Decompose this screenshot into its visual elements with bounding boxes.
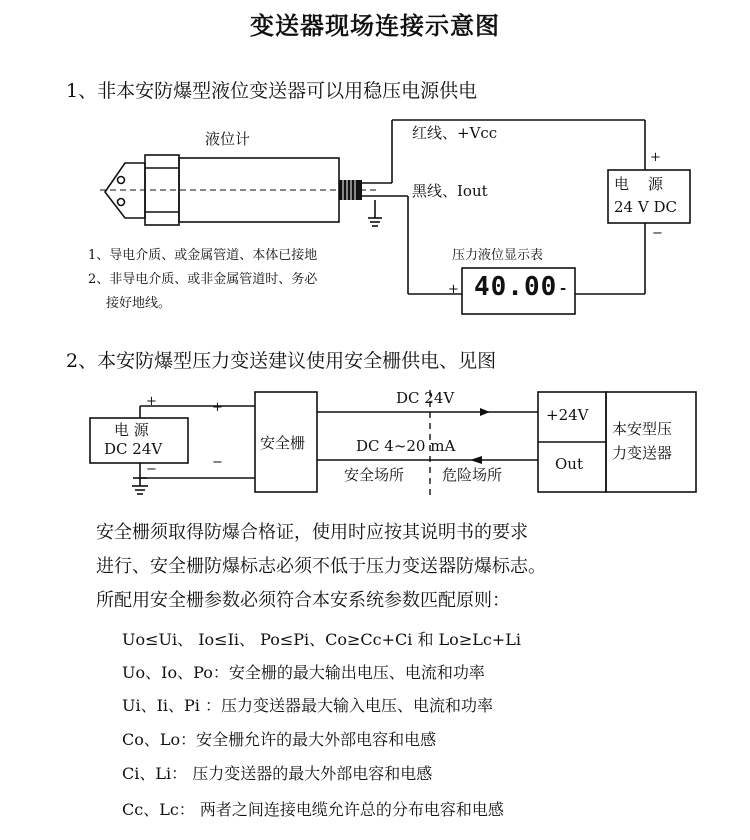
param-line-3: Ui、Ii、Pi ：压力变送器最大输入电压、电流和功率 [122,696,494,715]
ps2-line2: DC 24V [104,440,163,458]
ps2-plus: + [146,394,157,409]
note-1: 1、导电介质、或金属管道、本体已接地 [88,248,318,263]
hazard-area-label: 危险场所 [442,466,503,484]
probe-hole-top [118,177,125,184]
barrier-in-minus: − [212,455,223,470]
arrow-left [470,456,482,464]
paragraph-line-3: 所配用安全栅参数必须符合本安系统参数匹配原则： [96,590,510,611]
page-title: 变送器现场连接示意图 [250,11,500,40]
ps1-line1: 电 源 [614,175,666,193]
display-label: 压力液位显示表 [452,248,544,263]
terminal-out: Out [555,455,583,473]
ps1-line2: 24 V DC [614,198,677,216]
dc-4-20ma-label: DC 4~20 mA [356,437,456,455]
display-minus: - [560,279,567,297]
dc-24v-label: DC 24V [396,389,455,407]
param-line-6: Cc、Lc： 两者之间连接电缆允许总的分布电容和电感 [122,800,504,819]
ps1-minus: − [652,226,663,241]
section1-heading: 1、非本安防爆型液位变送器可以用稳压电源供电 [66,80,478,102]
display-reading: 40.00 [474,272,558,302]
ps2-minus: − [146,462,157,477]
param-line-5: Ci、Li： 压力变送器的最大外部电容和电感 [122,764,433,783]
display-plus: + [448,282,459,297]
paragraph-line-1: 安全栅须取得防爆合格证，使用时应按其说明书的要求 [96,522,528,543]
barrier-label: 安全栅 [260,434,306,452]
transmitter-line2: 力变送器 [612,444,673,462]
transmitter-line1: 本安型压 [612,420,673,438]
param-line-4: Co、Lo：安全栅允许的最大外部电容和电感 [122,730,437,749]
safe-area-label: 安全场所 [344,466,405,484]
black-wire-label: 黑线、Iout [412,182,488,200]
red-wire-label: 红线、+Vcc [412,124,498,142]
barrier-in-plus: + [212,400,223,415]
probe-hole-bottom [118,199,125,206]
paragraph-line-2: 进行、安全栅防爆标志必须不低于压力变送器防爆标志。 [96,556,546,577]
ps1-plus: + [650,150,661,165]
param-line-2: Uo、Io、Po：安全栅的最大输出电压、电流和功率 [122,663,485,682]
ps2-line1: 电 源 [114,421,149,439]
level-meter-label: 液位计 [205,130,251,148]
terminal-plus-24v: +24V [546,406,589,424]
arrow-right [480,408,490,416]
note-2: 2、非导电介质、或非金属管道时、务必 [88,272,318,287]
note-3: 接好地线。 [106,296,172,311]
section2-heading: 2、本安防爆型压力变送建议使用安全栅供电、见图 [66,350,497,372]
param-line-1: Uo≤Ui、 Io≤Ii、 Po≤Pi、Co≥Cc+Ci 和 Lo≥Lc+Li [122,630,521,649]
